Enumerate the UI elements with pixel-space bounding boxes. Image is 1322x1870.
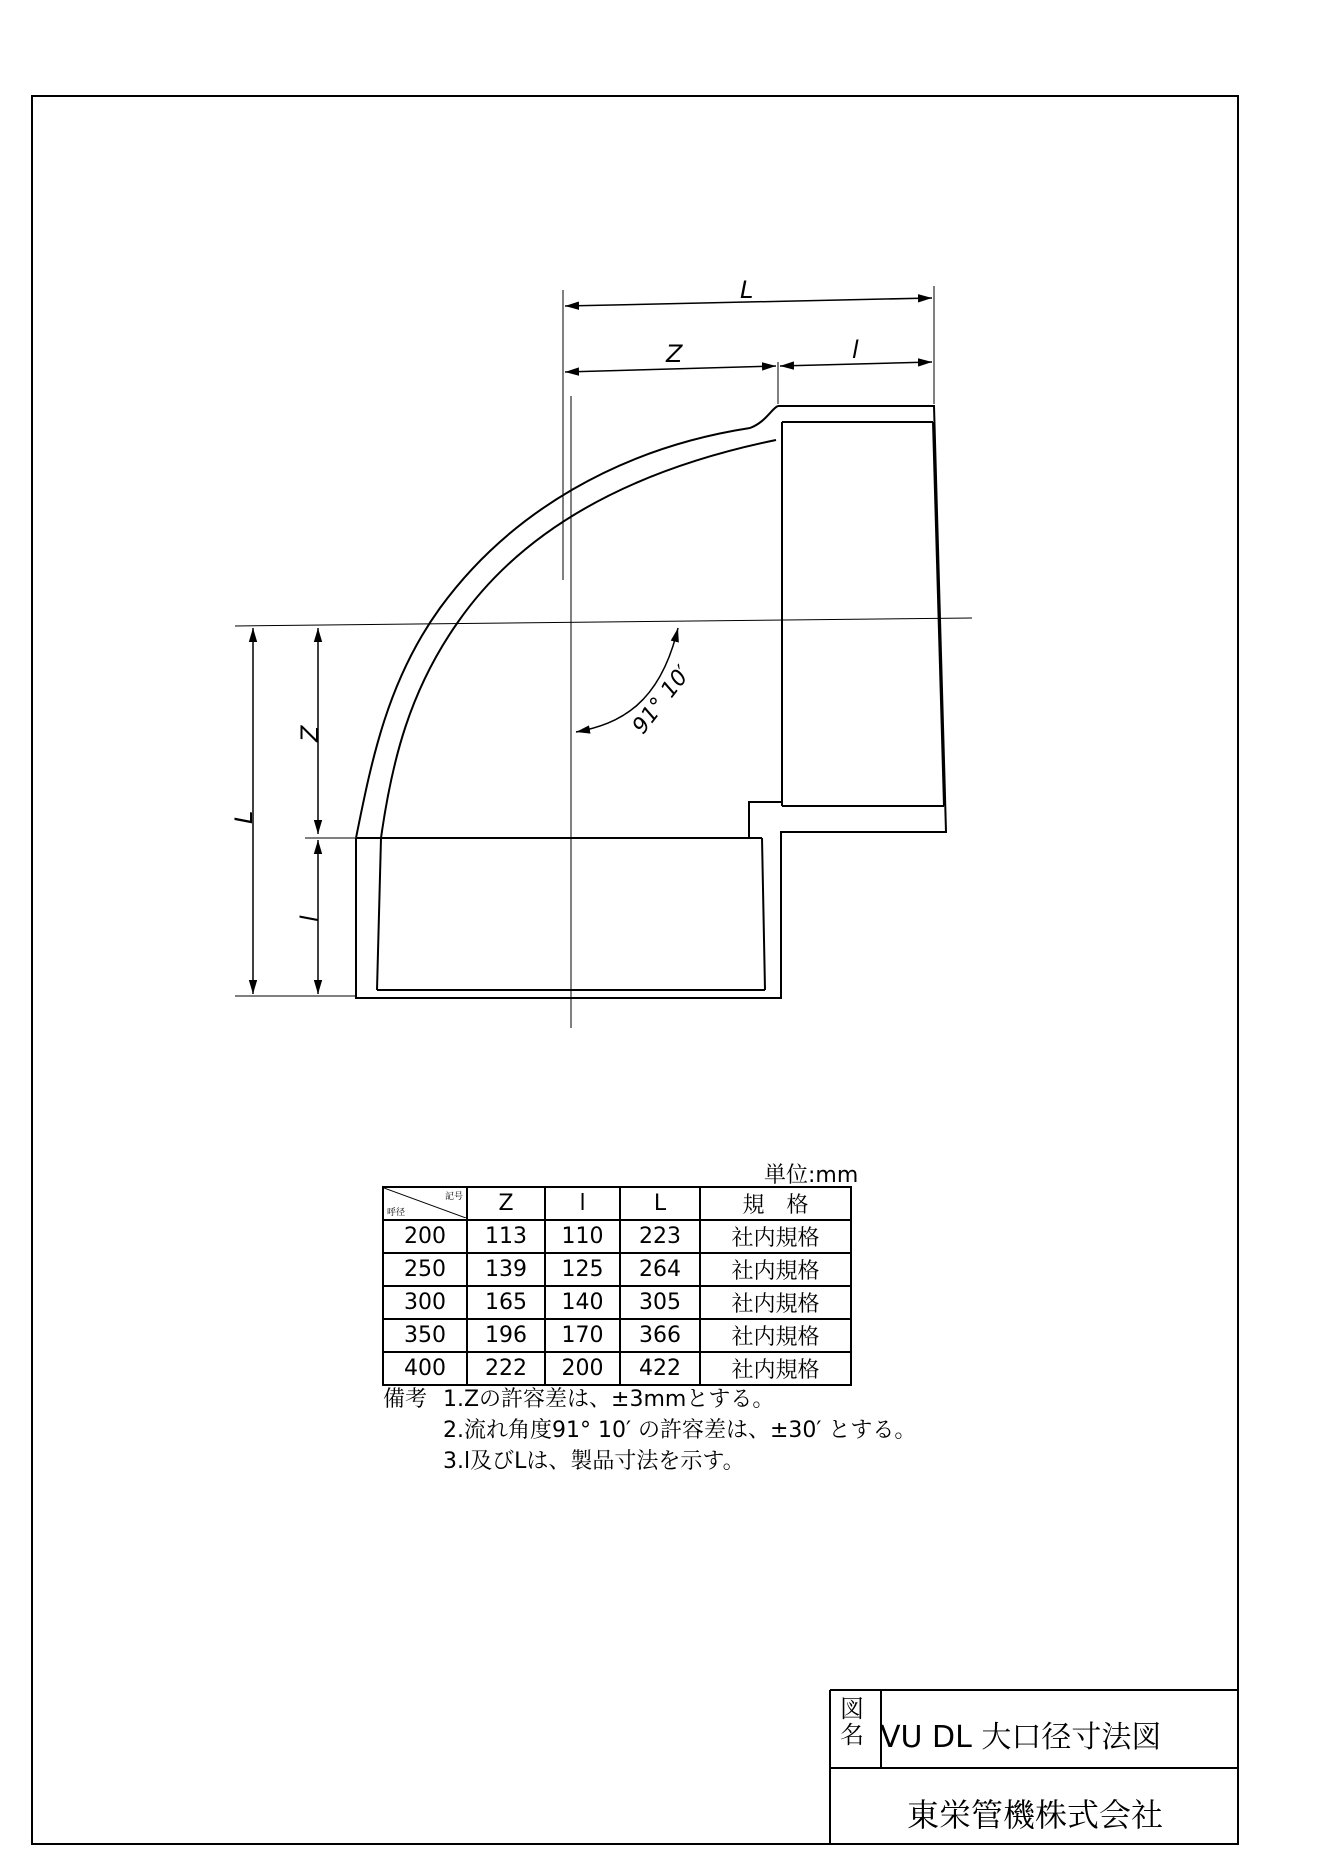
dim-left-l-label: l — [296, 915, 324, 922]
cell-z: 165 — [467, 1286, 545, 1319]
table-header-l: l — [545, 1187, 620, 1220]
dim-left-L-label: L — [230, 810, 258, 824]
cell-z: 222 — [467, 1352, 545, 1385]
cell-l: 200 — [545, 1352, 620, 1385]
cell-L: 366 — [620, 1319, 700, 1352]
title-block-label-mei: 名 — [840, 1721, 864, 1749]
table-header-z: Z — [467, 1187, 545, 1220]
cell-L: 422 — [620, 1352, 700, 1385]
note-item: 1.Zの許容差は、±3mmとする。 — [443, 1387, 775, 1412]
table-header-row — [383, 1187, 851, 1220]
sheet-border — [32, 96, 1238, 1844]
cell-z: 113 — [467, 1220, 545, 1253]
table-row — [383, 1286, 851, 1319]
drawing-name: VU DL 大口径寸法図 — [880, 1720, 1162, 1755]
dimension-lines — [253, 298, 932, 994]
dim-left-Z-label: Z — [296, 725, 324, 742]
table-header-spec: 規 格 — [700, 1187, 851, 1220]
title-block-label — [838, 1696, 866, 1748]
cell-size: 200 — [383, 1220, 467, 1253]
company-name: 東栄管機株式会社 — [907, 1796, 1164, 1834]
cell-size: 400 — [383, 1352, 467, 1385]
notes-block — [383, 1384, 916, 1477]
right-socket-outline — [778, 406, 946, 842]
title-block-label-zu: 図 — [840, 1695, 864, 1723]
cell-spec: 社内規格 — [700, 1220, 851, 1253]
extension-lines — [235, 286, 934, 996]
cell-l: 125 — [545, 1253, 620, 1286]
cell-spec: 社内規格 — [700, 1286, 851, 1319]
cell-L: 223 — [620, 1220, 700, 1253]
dim-top-Z-label: Z — [666, 340, 683, 368]
notes-label: 備考 — [383, 1387, 428, 1412]
cell-size: 350 — [383, 1319, 467, 1352]
bend-inner-curve — [381, 440, 776, 838]
cell-l: 140 — [545, 1286, 620, 1319]
table-row — [383, 1253, 851, 1286]
corner-top-label: 記号 — [444, 1192, 463, 1202]
table-row — [383, 1220, 851, 1253]
cell-l: 110 — [545, 1220, 620, 1253]
cell-l: 170 — [545, 1319, 620, 1352]
unit-label: 単位:mm — [764, 1163, 859, 1188]
corner-bottom-label: 呼径 — [387, 1208, 406, 1218]
dim-top-L-label: L — [740, 276, 754, 304]
note-item: 2.流れ角度91° 10′ の許容差は、±30′ とする。 — [443, 1418, 917, 1443]
dimension-table — [382, 1186, 852, 1386]
cell-size: 300 — [383, 1286, 467, 1319]
cell-z: 196 — [467, 1319, 545, 1352]
dim-top-l-label: l — [852, 336, 859, 364]
angle-label: 91° 10′ — [627, 661, 697, 739]
cell-spec: 社内規格 — [700, 1253, 851, 1286]
cell-spec: 社内規格 — [700, 1319, 851, 1352]
bottom-socket-outline — [356, 832, 781, 998]
cell-z: 139 — [467, 1253, 545, 1286]
table-row — [383, 1319, 851, 1352]
cell-size: 250 — [383, 1253, 467, 1286]
table-header-L: L — [620, 1187, 700, 1220]
table-row — [383, 1352, 851, 1385]
center-lines — [235, 396, 972, 1028]
table-corner-cell — [383, 1187, 467, 1220]
cell-L: 305 — [620, 1286, 700, 1319]
cell-spec: 社内規格 — [700, 1352, 851, 1385]
cell-L: 264 — [620, 1253, 700, 1286]
note-item: 3.l及びLは、製品寸法を示す。 — [443, 1449, 745, 1474]
